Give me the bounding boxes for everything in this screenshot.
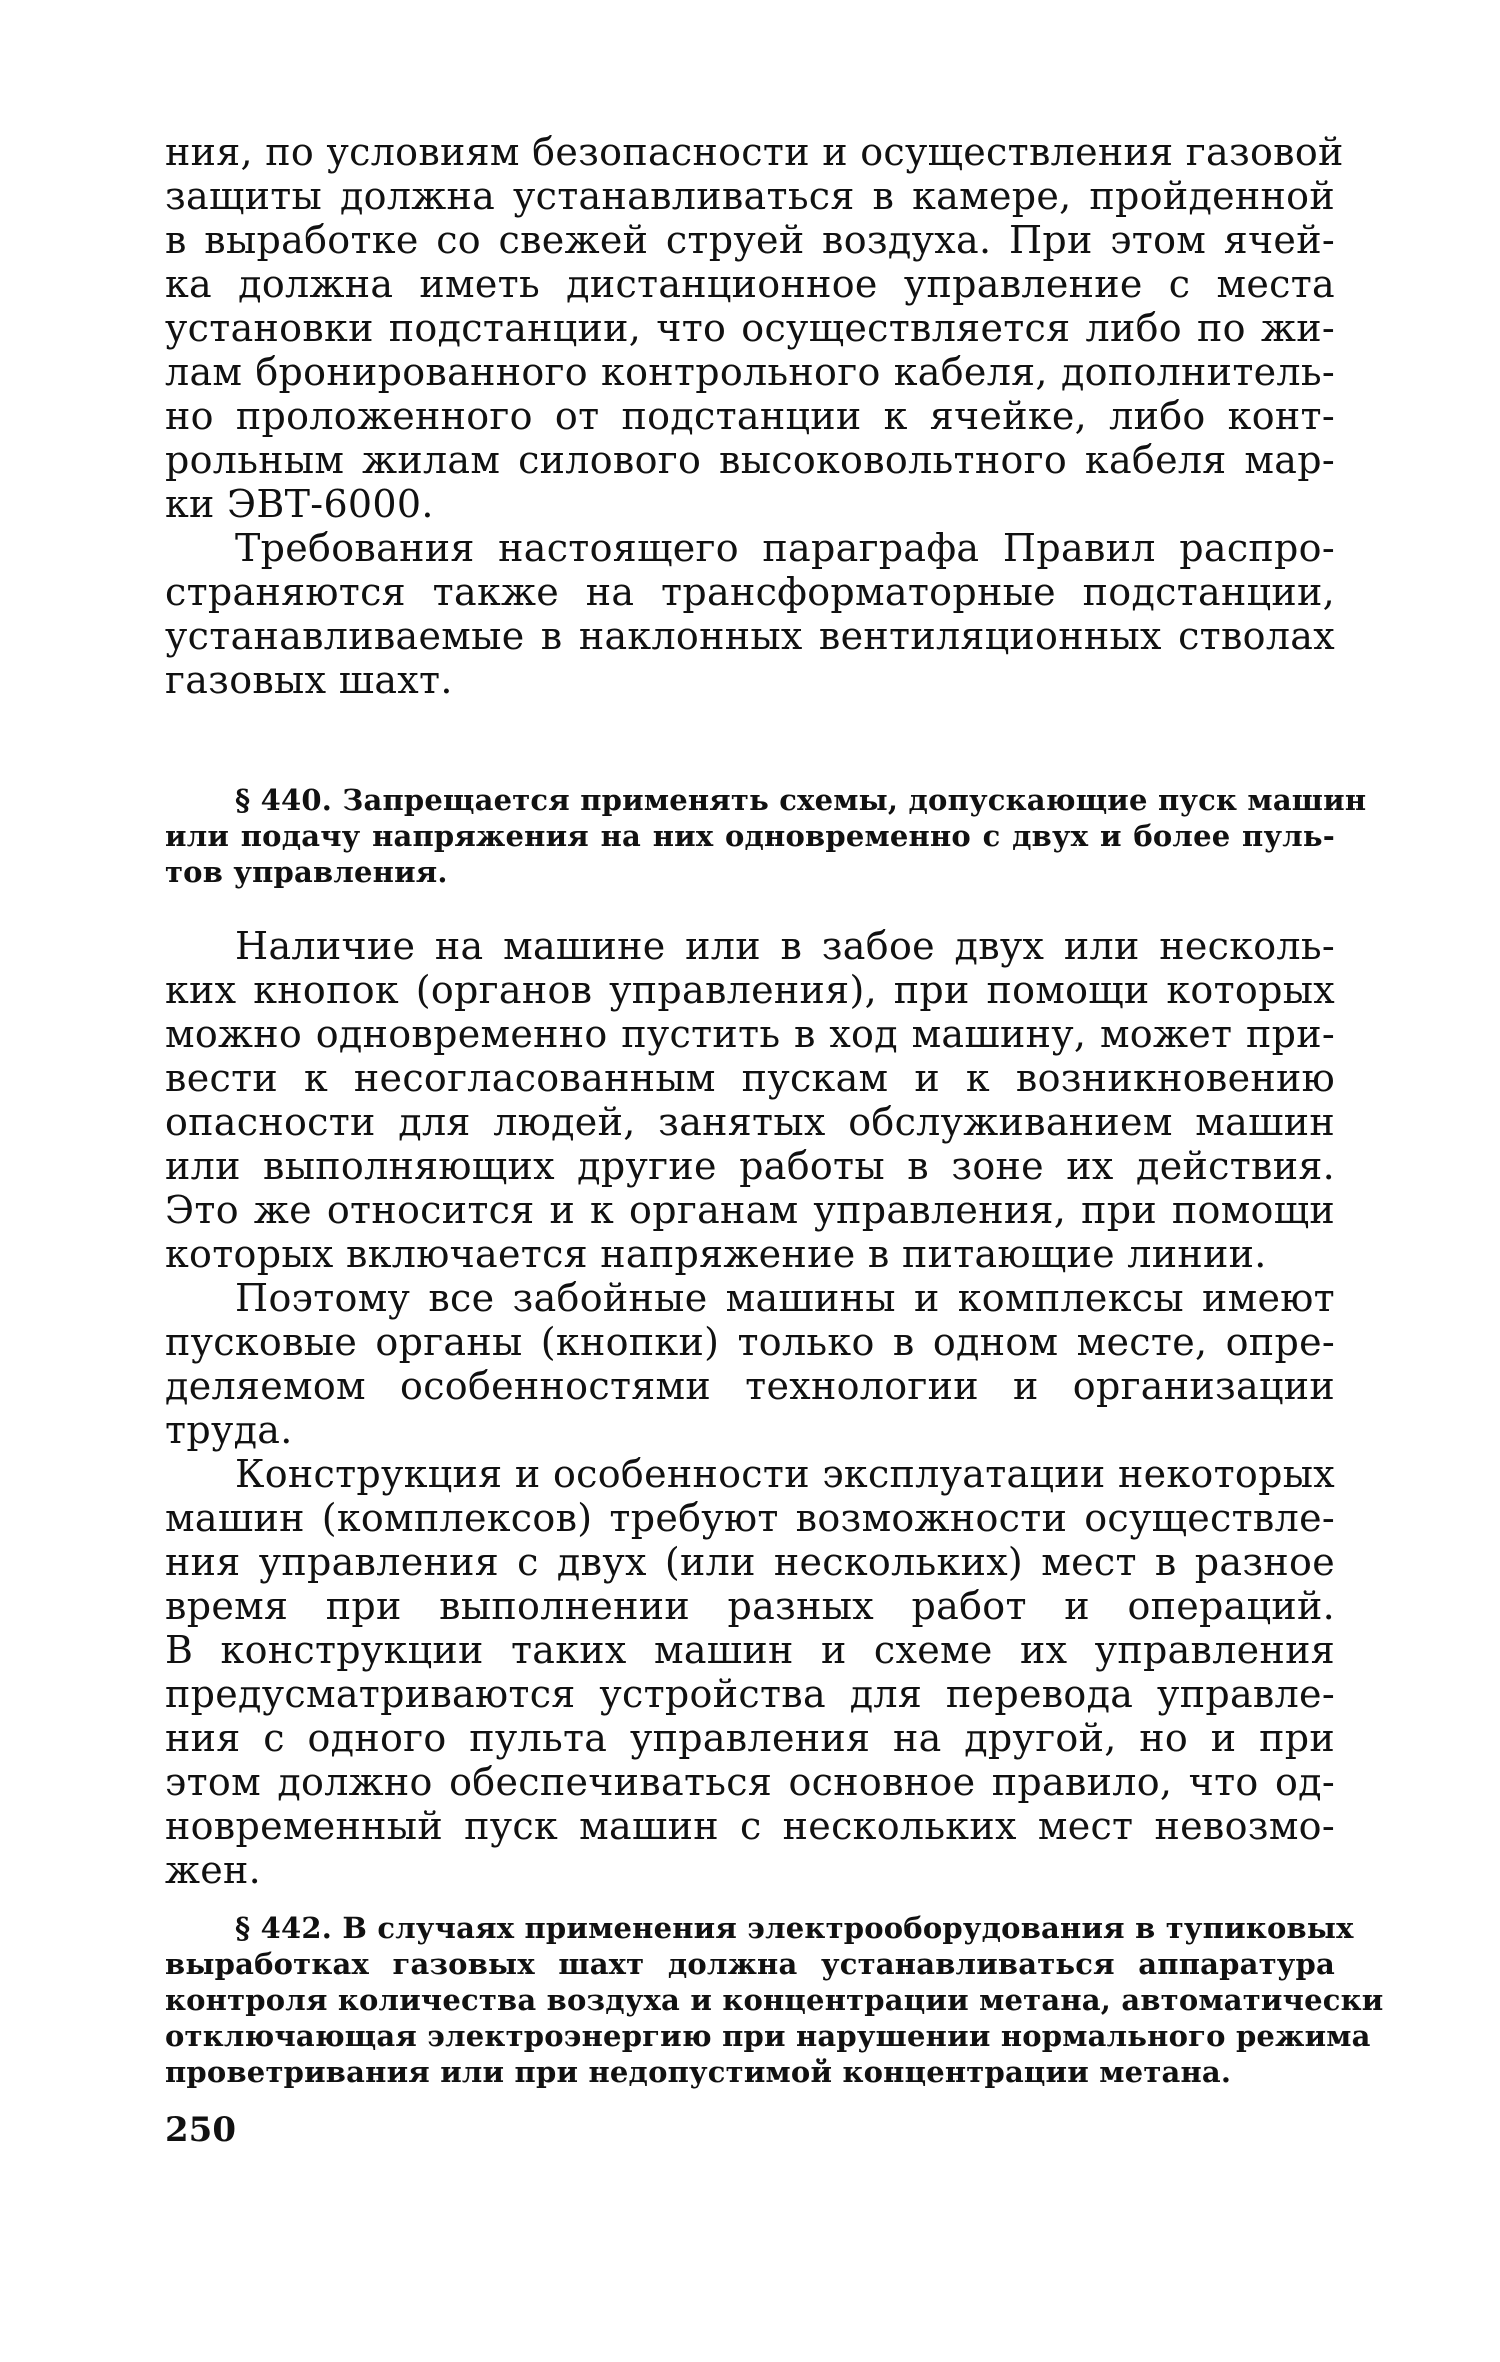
- text-line: предусматриваются устройства для перевода управле-: [165, 1672, 1335, 1716]
- text-line: или подачу напряжения на них одновременно с двух и более пуль-: [165, 819, 1335, 853]
- text-line: Требования настоящего параграфа Правил распро-: [235, 526, 1335, 570]
- text-line: В конструкции таких машин и схеме их управления: [165, 1628, 1335, 1672]
- text-line: рольным жилам силового высоковольтного кабеля мар-: [165, 438, 1335, 482]
- text-line: устанавливаемые в наклонных вентиляционных стволах: [165, 614, 1335, 658]
- text-line: Наличие на машине или в забое двух или несколь-: [235, 924, 1335, 968]
- text-line: машин (комплексов) требуют возможности осуществле-: [165, 1496, 1335, 1540]
- text-line: опасности для людей, занятых обслуживанием машин: [165, 1100, 1335, 1144]
- text-line: но проложенного от подстанции к ячейке, либо конт-: [165, 394, 1335, 438]
- text-line: или выполняющих другие работы в зоне их действия.: [165, 1144, 1335, 1188]
- rule-440: [165, 782, 1367, 890]
- text-line: ких кнопок (органов управления), при помощи которых: [165, 968, 1335, 1012]
- text-line: новременный пуск машин с нескольких мест невозмо-: [165, 1804, 1335, 1848]
- rule-442: [165, 1910, 1384, 2090]
- text-line: установки подстанции, что осуществляется либо по жи-: [165, 306, 1335, 350]
- text-line: пусковые органы (кнопки) только в одном месте, опре-: [165, 1320, 1335, 1364]
- text-line: § 442. В случаях применения электрооборудования в тупиковых: [235, 1911, 1354, 1945]
- text-line: Это же относится и к органам управления, при помощи: [165, 1188, 1335, 1232]
- text-line: страняются также на трансформаторные подстанции,: [165, 570, 1335, 614]
- text-line: которых включается напряжение в питающие линии.: [165, 1232, 1267, 1276]
- text-line: ка должна иметь дистанционное управление с места: [165, 262, 1335, 306]
- text-line: отключающая электроэнергию при нарушении нормального режима: [165, 2019, 1371, 2053]
- text-line: вести к несогласованным пускам и к возникновению: [165, 1056, 1335, 1100]
- text-line: деляемом особенностями технологии и организации: [165, 1364, 1335, 1408]
- text-line: этом должно обеспечиваться основное правило, что од-: [165, 1760, 1335, 1804]
- text-line: ния управления с двух (или нескольких) мест в разное: [165, 1540, 1335, 1584]
- text-line: ния с одного пульта управления на другой, но и при: [165, 1716, 1335, 1760]
- text-line: проветривания или при недопустимой концентрации метана.: [165, 2055, 1232, 2089]
- text-line: ния, по условиям безопасности и осуществления газовой: [165, 130, 1344, 174]
- text-line: контроля количества воздуха и концентрации метана, автоматически: [165, 1983, 1384, 2017]
- paragraph-cable-requirements: [165, 130, 1344, 526]
- paragraph-scope: [165, 526, 1335, 702]
- text-line: защиты должна устанавливаться в камере, пройденной: [165, 174, 1335, 218]
- text-line: в выработке со свежей струей воздуха. При этом ячей-: [165, 218, 1335, 262]
- text-line: лам бронированного контрольного кабеля, дополнитель-: [165, 350, 1335, 394]
- text-line: ки ЭВТ-6000.: [165, 482, 434, 526]
- text-line: труда.: [165, 1408, 293, 1452]
- text-line: § 440. Запрещается применять схемы, допускающие пуск машин: [235, 783, 1367, 817]
- text-line: Конструкция и особенности эксплуатации некоторых: [235, 1452, 1335, 1496]
- page-number: 250: [165, 2110, 236, 2150]
- paragraph-control-buttons: [165, 924, 1335, 1276]
- text-line: Поэтому все забойные машины и комплексы имеют: [235, 1276, 1335, 1320]
- paragraph-single-location: [165, 1276, 1335, 1452]
- text-line: жен.: [165, 1848, 262, 1892]
- text-line: тов управления.: [165, 855, 448, 889]
- text-line: выработках газовых шахт должна устанавливаться аппаратура: [165, 1947, 1335, 1981]
- paragraph-multiple-locations: [165, 1452, 1335, 1892]
- text-line: газовых шахт.: [165, 658, 453, 702]
- text-line: время при выполнении разных работ и операций.: [165, 1584, 1335, 1628]
- text-line: можно одновременно пустить в ход машину, может при-: [165, 1012, 1335, 1056]
